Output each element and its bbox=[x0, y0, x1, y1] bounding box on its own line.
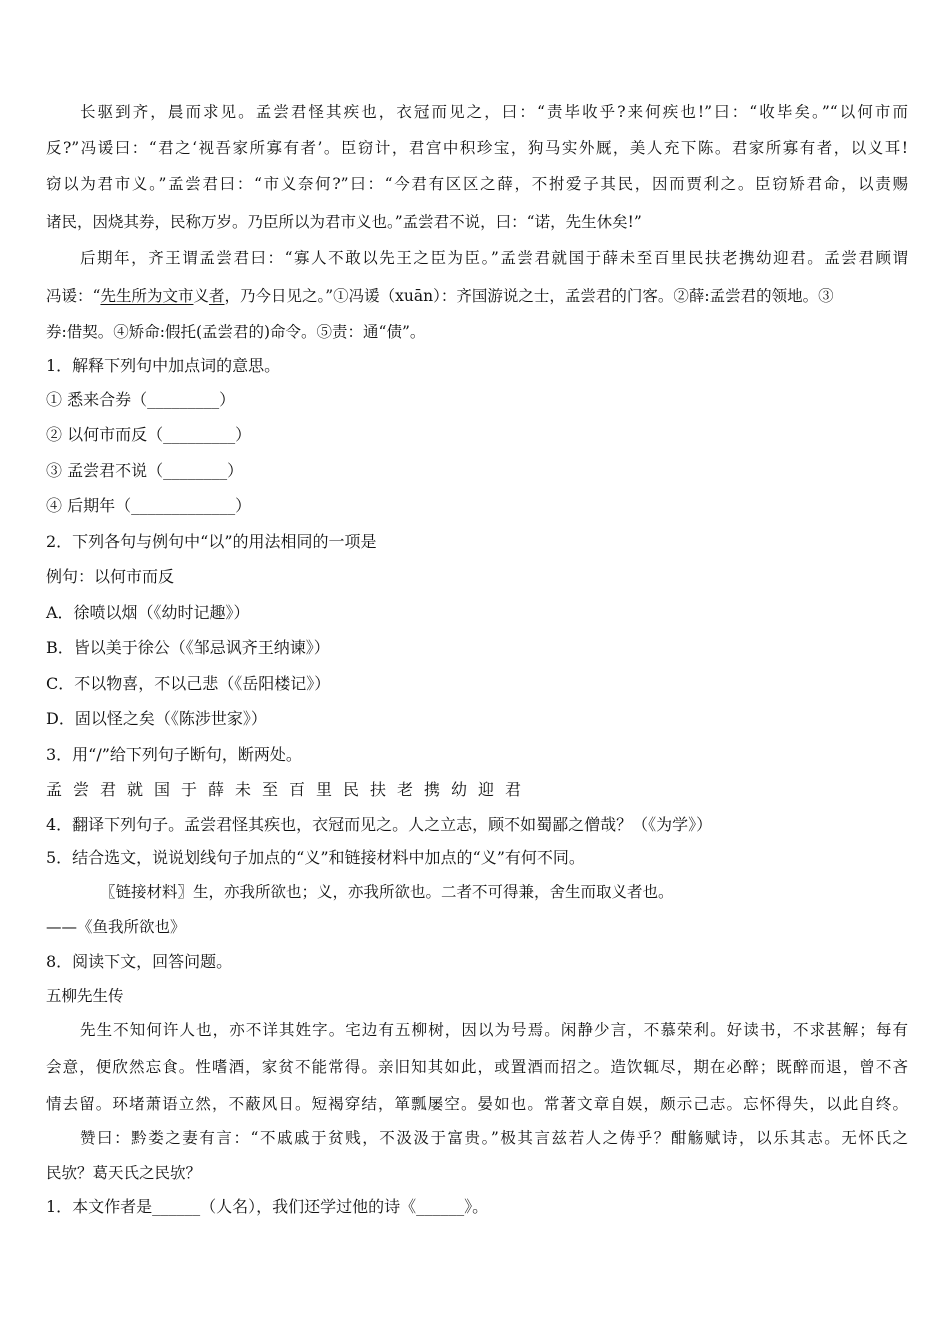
underlined-sentence: 先生所为文市 bbox=[100, 287, 194, 305]
section-8-question-1: 1．本文作者是______（人名），我们还学过他的诗《______》。 bbox=[46, 1197, 489, 1216]
passage-text-line: 反?”冯谖曰：“君之‘视吾家所寡有者’。臣窃计，君宫中积珍宝，狗马实外厩，美人充下陈。君家所寡有者，以义耳! bbox=[46, 139, 908, 157]
question-2: 2．下列各句与例句中“以”的用法相同的一项是 bbox=[46, 532, 377, 551]
underlined-sentence: 者 bbox=[208, 287, 225, 305]
question-1-item: ① 悉来合券（_________） bbox=[46, 390, 236, 409]
question-1-item: ④ 后期年（_____________） bbox=[46, 496, 252, 515]
question-1-item: ③ 孟尝君不说（________） bbox=[46, 461, 244, 480]
essay-text-line: 情去留。环堵萧语立然，不蔽风日。短褐穿结，箪瓢屡空。晏如也。常著文章自娱，颇示己志。忘怀得失，以此自终。 bbox=[46, 1095, 908, 1113]
essay-text-line: 赞曰：黔娄之妻有言：“不戚戚于贫贱，不汲汲于富贵。”极其言兹若人之俦乎？酣觞赋诗，以乐其志。无怀氏之 bbox=[80, 1129, 908, 1147]
essay-text-line: 先生不知何许人也，亦不详其姓字。宅边有五柳树，因以为号焉。闲静少言，不慕荣利。好读书，不求甚解；每有 bbox=[80, 1021, 908, 1039]
passage-text-line: 后期年，齐王谓孟尝君曰：“寡人不敢以先王之臣为臣。”孟尝君就国于薛未至百里民扶老携幼迎君。孟尝君顾谓 bbox=[80, 249, 908, 267]
link-material-source: ——《鱼我所欲也》 bbox=[46, 918, 186, 936]
question-5: 5．结合选文，说说划线句子加点的“义”和链接材料中加点的“义”有何不同。 bbox=[46, 848, 585, 867]
passage-text-line: 券:借契。④矫命:假托(孟尝君的)命令。⑤责：通“债”。 bbox=[46, 323, 426, 341]
question-2-option-a: A．徐喷以烟（《幼时记趣》） bbox=[46, 603, 250, 622]
passage-text-line: 诸民，因烧其券，民称万岁。乃臣所以为君市义也。”孟尝君不说，曰：“诺，先生休矣!” bbox=[46, 213, 642, 231]
question-2-option-d: D．固以怪之矣（《陈涉世家》） bbox=[46, 709, 267, 728]
text-segment: 冯谖：“ bbox=[46, 287, 101, 305]
passage-text-line-with-underline bbox=[46, 286, 908, 306]
essay-text-line: 民欤？葛天氏之民欤？ bbox=[46, 1164, 202, 1182]
text-segment: 义 bbox=[193, 287, 209, 305]
section-8-heading: 8．阅读下文，回答问题。 bbox=[46, 952, 233, 971]
question-1-item: ② 以何市而反（_________） bbox=[46, 425, 252, 444]
essay-text-line: 会意，便欣然忘食。性嗜酒，家贫不能常得。亲旧知其如此，或置酒而招之。造饮辄尽，期在必醉；既醉而退，曾不吝 bbox=[46, 1058, 908, 1076]
question-2-option-c: C．不以物喜，不以己悲（《岳阳楼记》） bbox=[46, 674, 331, 693]
question-4: 4．翻译下列句子。孟尝君怪其疾也，衣冠而见之。人之立志，顾不如蜀鄙之僧哉？（《为学》） bbox=[46, 815, 713, 834]
link-material: 〖链接材料〗生，亦我所欲也；义，亦我所欲也。二者不可得兼，舍生而取义者也。 bbox=[100, 883, 674, 901]
question-3: 3．用“/”给下列句子断句，断两处。 bbox=[46, 745, 302, 764]
text-segment: ，乃今日见之。”①冯谖（xuān）：齐国游说之士，孟尝君的门客。②薛:孟尝君的领地。③ bbox=[224, 287, 834, 305]
passage-text-line: 长驱到齐，晨而求见。孟尝君怪其疾也，衣冠而见之，曰：“责毕收乎?来何疾也!”曰：“收毕矣。”“以何市而 bbox=[80, 103, 908, 121]
passage-text-line: 窃以为君市义。”孟尝君曰：“市义奈何?”曰：“今君有区区之薛，不拊爱子其民，因而贾利之。臣窃矫君命，以责赐 bbox=[46, 175, 908, 193]
question-2-option-b: B．皆以美于徐公（《邹忌讽齐王纳谏》） bbox=[46, 638, 330, 657]
question-3-sentence: 孟尝君就国于薛未至百里民扶老携幼迎君 bbox=[46, 780, 533, 799]
question-2-example: 例句：以何市而反 bbox=[46, 567, 175, 586]
essay-title: 五柳先生传 bbox=[46, 987, 124, 1005]
question-1: 1．解释下列句中加点词的意思。 bbox=[46, 356, 281, 375]
